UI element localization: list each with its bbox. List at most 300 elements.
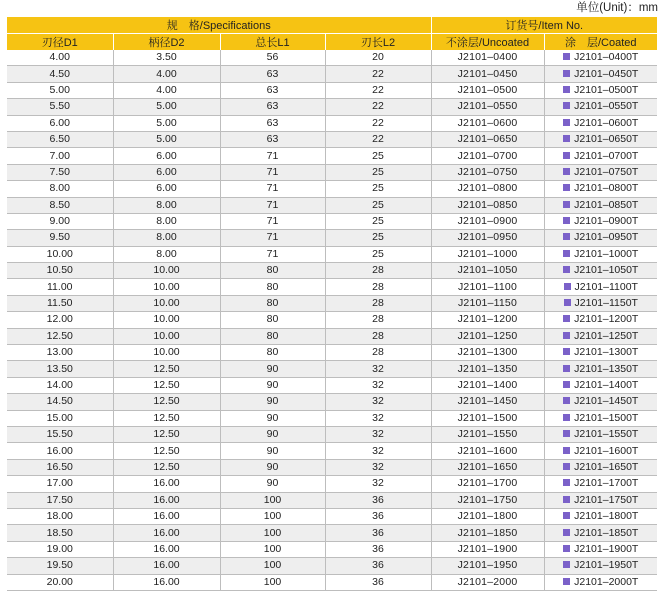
- cell-l1: 71: [220, 181, 325, 197]
- cell-d1: 4.50: [7, 66, 113, 82]
- cell-d1: 16.50: [7, 459, 113, 475]
- cell-d2: 12.50: [113, 410, 220, 426]
- cell-d2: 10.00: [113, 345, 220, 361]
- coated-item-number: J2101–1750T: [574, 493, 639, 506]
- coated-marker-icon: [563, 119, 570, 126]
- cell-l1: 71: [220, 246, 325, 262]
- cell-d1: 9.00: [7, 213, 113, 229]
- coated-marker-icon: [563, 70, 570, 77]
- cell-d2: 10.00: [113, 295, 220, 311]
- coated-marker-icon: [563, 512, 570, 519]
- coated-item-number: J2101–2000T: [574, 575, 639, 588]
- cell-l2: 25: [325, 148, 431, 164]
- cell-l1: 90: [220, 476, 325, 492]
- table-row: [7, 312, 657, 328]
- table-row: [7, 574, 657, 590]
- table-row: [7, 443, 657, 459]
- cell-coated: [544, 230, 657, 246]
- coated-marker-icon: [563, 397, 570, 404]
- coated-item-number: J2101–1550T: [574, 428, 639, 441]
- column-header-uncoated: 不涂层/Uncoated: [431, 34, 544, 51]
- cell-coated: [544, 50, 657, 66]
- cell-d1: 14.00: [7, 377, 113, 393]
- cell-d2: 5.00: [113, 131, 220, 147]
- cell-uncoated: J2101–1050: [431, 263, 544, 279]
- cell-l1: 100: [220, 525, 325, 541]
- coated-item-number: J2101–0450T: [574, 67, 639, 80]
- cell-uncoated: J2101–1900: [431, 541, 544, 557]
- cell-d1: 6.50: [7, 131, 113, 147]
- cell-coated: [544, 476, 657, 492]
- cell-d2: 8.00: [113, 213, 220, 229]
- cell-d1: 7.00: [7, 148, 113, 164]
- coated-item-number: J2101–0550T: [574, 100, 639, 113]
- cell-uncoated: J2101–1650: [431, 459, 544, 475]
- table-row: [7, 426, 657, 442]
- cell-l1: 63: [220, 99, 325, 115]
- table-row: [7, 394, 657, 410]
- cell-uncoated: J2101–1600: [431, 443, 544, 459]
- coated-item-number: J2101–1900T: [574, 542, 639, 555]
- cell-coated: [544, 574, 657, 590]
- cell-l2: 22: [325, 66, 431, 82]
- table-row: [7, 459, 657, 475]
- cell-l1: 90: [220, 361, 325, 377]
- coated-marker-icon: [563, 479, 570, 486]
- column-header-coated: 涂 层/Coated: [544, 34, 657, 51]
- cell-l1: 100: [220, 558, 325, 574]
- cell-d2: 6.00: [113, 148, 220, 164]
- coated-marker-icon: [563, 86, 570, 93]
- cell-l2: 22: [325, 115, 431, 131]
- cell-l2: 28: [325, 328, 431, 344]
- coated-item-number: J2101–0900T: [574, 215, 639, 228]
- table-row: [7, 181, 657, 197]
- table-row: [7, 131, 657, 147]
- cell-uncoated: J2101–1850: [431, 525, 544, 541]
- cell-l1: 100: [220, 492, 325, 508]
- cell-l1: 100: [220, 508, 325, 524]
- cell-d2: 10.00: [113, 279, 220, 295]
- cell-coated: [544, 131, 657, 147]
- cell-coated: [544, 197, 657, 213]
- cell-coated: [544, 148, 657, 164]
- cell-d1: 11.50: [7, 295, 113, 311]
- cell-coated: [544, 443, 657, 459]
- coated-marker-icon: [563, 184, 570, 191]
- cell-coated: [544, 426, 657, 442]
- cell-d1: 19.00: [7, 541, 113, 557]
- cell-d2: 16.00: [113, 508, 220, 524]
- coated-marker-icon: [563, 430, 570, 437]
- cell-d1: 18.00: [7, 508, 113, 524]
- cell-l2: 28: [325, 295, 431, 311]
- cell-l1: 63: [220, 115, 325, 131]
- table-row: [7, 558, 657, 574]
- table-row: [7, 508, 657, 524]
- table-row: [7, 164, 657, 180]
- coated-item-number: J2101–1850T: [574, 526, 639, 539]
- table-row: [7, 50, 657, 66]
- cell-l2: 28: [325, 345, 431, 361]
- cell-d1: 9.50: [7, 230, 113, 246]
- cell-d1: 13.00: [7, 345, 113, 361]
- coated-item-number: J2101–1000T: [574, 247, 639, 260]
- coated-marker-icon: [563, 102, 570, 109]
- coated-item-number: J2101–1350T: [574, 362, 639, 375]
- cell-uncoated: J2101–0600: [431, 115, 544, 131]
- cell-d1: 19.50: [7, 558, 113, 574]
- cell-uncoated: J2101–1950: [431, 558, 544, 574]
- coated-marker-icon: [563, 545, 570, 552]
- spec-table: [7, 17, 657, 591]
- cell-d2: 10.00: [113, 312, 220, 328]
- coated-marker-icon: [563, 414, 570, 421]
- coated-item-number: J2101–1100T: [574, 280, 638, 293]
- cell-d2: 12.50: [113, 394, 220, 410]
- cell-coated: [544, 410, 657, 426]
- cell-uncoated: J2101–1550: [431, 426, 544, 442]
- cell-d2: 3.50: [113, 50, 220, 66]
- cell-l2: 25: [325, 164, 431, 180]
- cell-d1: 15.00: [7, 410, 113, 426]
- cell-coated: [544, 361, 657, 377]
- cell-d1: 12.50: [7, 328, 113, 344]
- cell-l2: 25: [325, 197, 431, 213]
- cell-coated: [544, 508, 657, 524]
- cell-d2: 4.00: [113, 82, 220, 98]
- coated-marker-icon: [563, 578, 570, 585]
- table-row: [7, 263, 657, 279]
- coated-marker-icon: [564, 283, 571, 290]
- cell-d1: 7.50: [7, 164, 113, 180]
- cell-d2: 12.50: [113, 426, 220, 442]
- header-column-row: [7, 34, 657, 51]
- coated-marker-icon: [563, 315, 570, 322]
- table-row: [7, 492, 657, 508]
- coated-marker-icon: [563, 447, 570, 454]
- cell-uncoated: J2101–1200: [431, 312, 544, 328]
- coated-marker-icon: [563, 348, 570, 355]
- table-row: [7, 279, 657, 295]
- coated-item-number: J2101–0400T: [574, 51, 639, 64]
- cell-d2: 4.00: [113, 66, 220, 82]
- table-row: [7, 82, 657, 98]
- cell-d2: 6.00: [113, 181, 220, 197]
- cell-coated: [544, 525, 657, 541]
- cell-l1: 71: [220, 148, 325, 164]
- cell-l1: 100: [220, 574, 325, 590]
- coated-marker-icon: [563, 217, 570, 224]
- cell-uncoated: J2101–0550: [431, 99, 544, 115]
- cell-d1: 16.00: [7, 443, 113, 459]
- item-group-header: 订货号/Item No.: [431, 17, 657, 34]
- coated-item-number: J2101–1400T: [574, 379, 639, 391]
- cell-l2: 32: [325, 394, 431, 410]
- cell-coated: [544, 279, 657, 295]
- cell-l1: 80: [220, 328, 325, 344]
- cell-coated: [544, 99, 657, 115]
- cell-l1: 90: [220, 443, 325, 459]
- cell-l2: 32: [325, 410, 431, 426]
- cell-d2: 8.00: [113, 230, 220, 246]
- cell-l2: 20: [325, 50, 431, 66]
- cell-coated: [544, 377, 657, 393]
- table-row: [7, 328, 657, 344]
- cell-d1: 13.50: [7, 361, 113, 377]
- coated-marker-icon: [563, 152, 570, 159]
- cell-coated: [544, 295, 657, 311]
- cell-d2: 12.50: [113, 459, 220, 475]
- table-row: [7, 525, 657, 541]
- cell-l2: 22: [325, 131, 431, 147]
- cell-d1: 5.50: [7, 99, 113, 115]
- cell-d1: 15.50: [7, 426, 113, 442]
- cell-uncoated: J2101–0950: [431, 230, 544, 246]
- coated-item-number: J2101–1600T: [574, 444, 639, 457]
- cell-coated: [544, 459, 657, 475]
- cell-d1: 17.00: [7, 476, 113, 492]
- cell-uncoated: J2101–1300: [431, 345, 544, 361]
- cell-d2: 5.00: [113, 115, 220, 131]
- coated-item-number: J2101–1250T: [574, 329, 639, 342]
- cell-d2: 12.50: [113, 361, 220, 377]
- cell-coated: [544, 66, 657, 82]
- coated-item-number: J2101–0700T: [574, 149, 639, 162]
- cell-l1: 90: [220, 459, 325, 475]
- cell-d2: 16.00: [113, 476, 220, 492]
- table-row: [7, 197, 657, 213]
- cell-d2: 16.00: [113, 525, 220, 541]
- table-row: [7, 295, 657, 311]
- cell-uncoated: J2101–1500: [431, 410, 544, 426]
- cell-l2: 32: [325, 443, 431, 459]
- cell-l2: 32: [325, 426, 431, 442]
- cell-d1: 18.50: [7, 525, 113, 541]
- cell-coated: [544, 246, 657, 262]
- spec-group-header: 规 格/Specifications: [7, 17, 431, 34]
- table-row: [7, 361, 657, 377]
- cell-l1: 90: [220, 426, 325, 442]
- cell-l1: 71: [220, 213, 325, 229]
- cell-d1: 8.00: [7, 181, 113, 197]
- cell-coated: [544, 492, 657, 508]
- header-group-row: [7, 17, 657, 34]
- cell-l2: 36: [325, 492, 431, 508]
- coated-item-number: J2101–1300T: [574, 346, 639, 359]
- cell-coated: [544, 164, 657, 180]
- table-row: [7, 541, 657, 557]
- coated-item-number: J2101–0650T: [574, 133, 639, 146]
- coated-item-number: J2101–1050T: [574, 264, 639, 277]
- cell-d2: 16.00: [113, 492, 220, 508]
- coated-marker-icon: [563, 381, 570, 388]
- coated-marker-icon: [563, 135, 570, 142]
- cell-uncoated: J2101–0850: [431, 197, 544, 213]
- coated-item-number: J2101–1650T: [574, 460, 639, 473]
- cell-l1: 63: [220, 66, 325, 82]
- cell-coated: [544, 345, 657, 361]
- cell-coated: [544, 328, 657, 344]
- cell-uncoated: J2101–0800: [431, 181, 544, 197]
- cell-coated: [544, 263, 657, 279]
- cell-l1: 80: [220, 263, 325, 279]
- cell-l1: 71: [220, 230, 325, 246]
- coated-item-number: J2101–0600T: [574, 116, 639, 129]
- cell-uncoated: J2101–0450: [431, 66, 544, 82]
- table-body: [7, 50, 657, 590]
- cell-coated: [544, 312, 657, 328]
- cell-l1: 90: [220, 394, 325, 410]
- coated-item-number: J2101–0950T: [574, 231, 639, 244]
- cell-d2: 8.00: [113, 197, 220, 213]
- cell-d1: 8.50: [7, 197, 113, 213]
- cell-l2: 25: [325, 213, 431, 229]
- cell-l1: 90: [220, 377, 325, 393]
- cell-uncoated: J2101–2000: [431, 574, 544, 590]
- cell-d1: 10.50: [7, 263, 113, 279]
- coated-marker-icon: [564, 299, 571, 306]
- coated-item-number: J2101–1500T: [574, 411, 639, 424]
- table-row: [7, 230, 657, 246]
- unit-label: 单位(Unit)：mm: [576, 2, 658, 14]
- cell-l2: 25: [325, 246, 431, 262]
- coated-marker-icon: [563, 53, 570, 60]
- cell-d2: 16.00: [113, 558, 220, 574]
- cell-uncoated: J2101–1400: [431, 377, 544, 393]
- cell-l2: 36: [325, 541, 431, 557]
- cell-coated: [544, 394, 657, 410]
- cell-uncoated: J2101–1700: [431, 476, 544, 492]
- cell-d1: 20.00: [7, 574, 113, 590]
- cell-l1: 100: [220, 541, 325, 557]
- cell-l1: 80: [220, 279, 325, 295]
- cell-l1: 80: [220, 295, 325, 311]
- cell-d2: 12.50: [113, 443, 220, 459]
- cell-d1: 10.00: [7, 246, 113, 262]
- cell-uncoated: J2101–1000: [431, 246, 544, 262]
- cell-uncoated: J2101–0650: [431, 131, 544, 147]
- cell-l2: 36: [325, 574, 431, 590]
- cell-d2: 16.00: [113, 541, 220, 557]
- cell-d2: 10.00: [113, 328, 220, 344]
- cell-l2: 28: [325, 279, 431, 295]
- cell-d1: 5.00: [7, 82, 113, 98]
- cell-l2: 22: [325, 99, 431, 115]
- cell-d2: 12.50: [113, 377, 220, 393]
- coated-item-number: J2101–0800T: [574, 182, 639, 195]
- coated-item-number: J2101–0750T: [574, 165, 639, 178]
- cell-coated: [544, 213, 657, 229]
- cell-l2: 36: [325, 525, 431, 541]
- cell-uncoated: J2101–1150: [431, 295, 544, 311]
- column-header-d1: 刃径D1: [7, 34, 113, 51]
- cell-uncoated: J2101–0700: [431, 148, 544, 164]
- cell-uncoated: J2101–1800: [431, 508, 544, 524]
- coated-marker-icon: [563, 201, 570, 208]
- cell-d1: 6.00: [7, 115, 113, 131]
- cell-coated: [544, 82, 657, 98]
- cell-l1: 63: [220, 131, 325, 147]
- cell-coated: [544, 181, 657, 197]
- cell-uncoated: J2101–1350: [431, 361, 544, 377]
- cell-l2: 36: [325, 508, 431, 524]
- table-row: [7, 410, 657, 426]
- cell-l2: 32: [325, 377, 431, 393]
- cell-d2: 16.00: [113, 574, 220, 590]
- cell-l1: 71: [220, 164, 325, 180]
- coated-marker-icon: [563, 233, 570, 240]
- cell-d2: 10.00: [113, 263, 220, 279]
- cell-uncoated: J2101–1250: [431, 328, 544, 344]
- cell-uncoated: J2101–1750: [431, 492, 544, 508]
- cell-l2: 32: [325, 459, 431, 475]
- cell-l2: 25: [325, 181, 431, 197]
- column-header-l2: 刃长L2: [325, 34, 431, 51]
- coated-item-number: J2101–1700T: [574, 477, 639, 490]
- cell-coated: [544, 558, 657, 574]
- table-row: [7, 66, 657, 82]
- cell-l1: 56: [220, 50, 325, 66]
- cell-d1: 11.00: [7, 279, 113, 295]
- cell-l2: 22: [325, 82, 431, 98]
- cell-l2: 32: [325, 361, 431, 377]
- table-row: [7, 246, 657, 262]
- cell-l2: 36: [325, 558, 431, 574]
- cell-uncoated: J2101–1450: [431, 394, 544, 410]
- cell-l1: 63: [220, 82, 325, 98]
- column-header-d2: 柄径D2: [113, 34, 220, 51]
- coated-marker-icon: [563, 463, 570, 470]
- cell-uncoated: J2101–1100: [431, 279, 544, 295]
- cell-l1: 90: [220, 410, 325, 426]
- coated-marker-icon: [563, 496, 570, 503]
- coated-item-number: J2101–1450T: [574, 395, 639, 408]
- table-row: [7, 148, 657, 164]
- coated-item-number: J2101–1150T: [574, 297, 638, 310]
- cell-l1: 80: [220, 312, 325, 328]
- column-header-l1: 总长L1: [220, 34, 325, 51]
- cell-l2: 32: [325, 476, 431, 492]
- cell-coated: [544, 541, 657, 557]
- table-row: [7, 345, 657, 361]
- coated-item-number: J2101–1800T: [574, 510, 639, 523]
- cell-l2: 25: [325, 230, 431, 246]
- table-row: [7, 99, 657, 115]
- coated-marker-icon: [563, 332, 570, 339]
- cell-d2: 6.00: [113, 164, 220, 180]
- cell-coated: [544, 115, 657, 131]
- table-row: [7, 377, 657, 393]
- coated-marker-icon: [563, 168, 570, 175]
- coated-item-number: J2101–0850T: [574, 198, 639, 211]
- coated-item-number: J2101–0500T: [574, 83, 639, 96]
- coated-marker-icon: [563, 529, 570, 536]
- cell-d1: 14.50: [7, 394, 113, 410]
- table-row: [7, 213, 657, 229]
- cell-d2: 8.00: [113, 246, 220, 262]
- table-row: [7, 115, 657, 131]
- coated-marker-icon: [563, 250, 570, 257]
- coated-marker-icon: [563, 561, 570, 568]
- coated-marker-icon: [563, 266, 570, 273]
- cell-d1: 12.00: [7, 312, 113, 328]
- cell-l2: 28: [325, 312, 431, 328]
- coated-item-number: J2101–1200T: [574, 313, 639, 326]
- cell-l1: 71: [220, 197, 325, 213]
- cell-l2: 28: [325, 263, 431, 279]
- cell-uncoated: J2101–0500: [431, 82, 544, 98]
